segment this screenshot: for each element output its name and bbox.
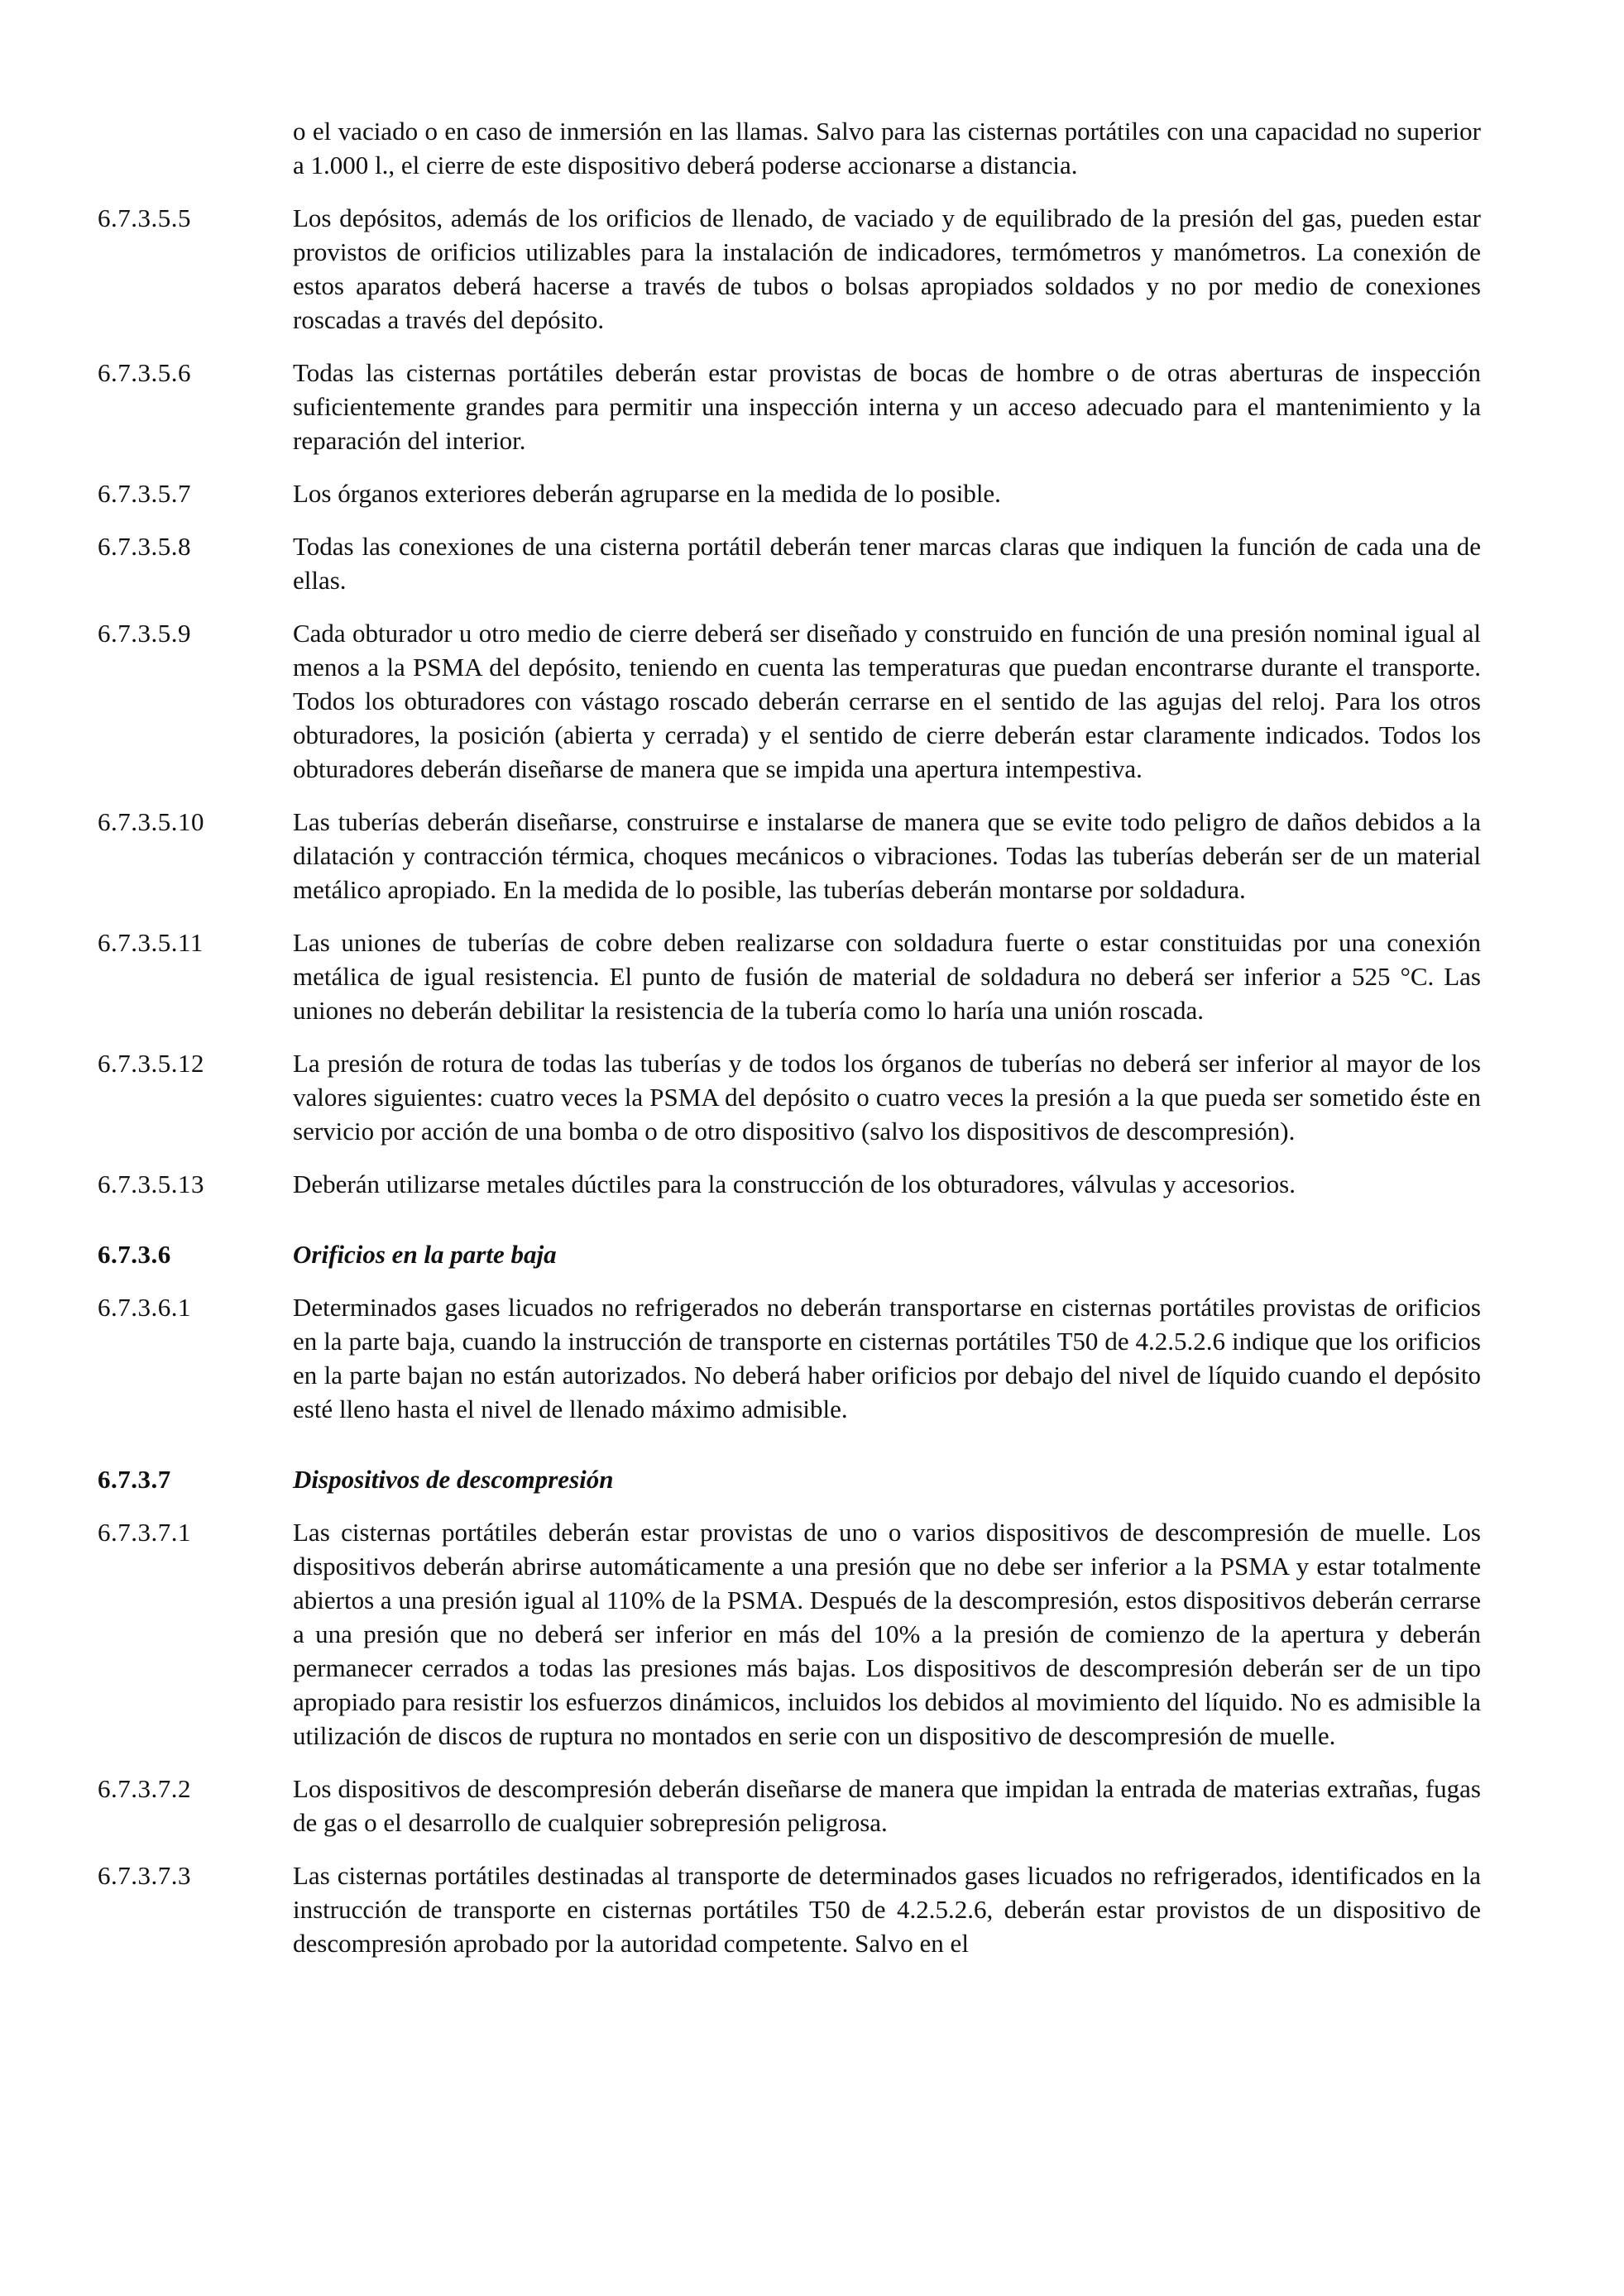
paragraph-number: 6.7.3.5.7 xyxy=(98,479,191,508)
paragraph-text: Todas las cisternas portátiles deberán estar provistas de bocas de hombre o de otras aberturas de inspección suficientemente grandes para permitir una inspección interna y un acceso adecuado para el mantenimiento y la reparación del interior. xyxy=(293,358,1481,455)
paragraph-text: Los depósitos, además de los orificios de llenado, de vaciado y de equilibrado de la presión del gas, pueden estar provistos de orificios utilizables para la instalación de indicadores, termómetros y manómetros. La conexión de estos aparatos deberá hacerse a través de tubos o bolsas apropiados soldados y no por medio de conexiones roscadas a través del depósito. xyxy=(293,203,1481,334)
paragraph-number: 6.7.3.5.8 xyxy=(98,532,191,561)
paragraph-6-7-3-5-10 xyxy=(98,805,1481,906)
document-body xyxy=(98,114,1481,1960)
section-title: Dispositivos de descompresión xyxy=(293,1465,614,1494)
paragraph-6-7-3-5-5 xyxy=(98,201,1481,337)
paragraph-6-7-3-7-2 xyxy=(98,1772,1481,1839)
paragraph-number: 6.7.3.6.1 xyxy=(98,1293,191,1322)
paragraph-text: Todas las conexiones de una cisterna portátil deberán tener marcas claras que indiquen la función de cada una de ellas. xyxy=(293,532,1481,595)
paragraph-6-7-3-5-13 xyxy=(98,1167,1481,1201)
paragraph-text: Cada obturador u otro medio de cierre deberá ser diseñado y construido en función de una presión nominal igual al menos a la PSMA del depósito, teniendo en cuenta las temperaturas que puedan encontrarse durante el transporte. Todos los obturadores con vástago roscado deberán cerrarse en el sentido de las agujas del reloj. Para los otros obturadores, la posición (abierta y cerrada) y el sentido de cierre deberán estar claramente indicados. Todos los obturadores deberán diseñarse de manera que se impida una apertura intempestiva. xyxy=(293,619,1481,783)
paragraph-6-7-3-5-12 xyxy=(98,1046,1481,1148)
paragraph-text: Determinados gases licuados no refrigerados no deberán transportarse en cisternas portátiles provistas de orificios en la parte baja, cuando la instrucción de transporte en cisternas portátiles T50 de 4.2.5.2.6 indique que los orificios en la parte bajan no están autorizados. No deberá haber orificios por debajo del nivel de líquido cuando el depósito esté lleno hasta el nivel de llenado máximo admisible. xyxy=(293,1293,1481,1423)
paragraph-text: Las tuberías deberán diseñarse, construirse e instalarse de manera que se evite todo peligro de daños debidos a la dilatación y contracción térmica, choques mecánicos o vibraciones. Todas las tuberías deberán ser de un material metálico apropiado. En la medida de lo posible, las tuberías deberán montarse por soldadura. xyxy=(293,807,1481,904)
section-number: 6.7.3.6 xyxy=(98,1240,171,1269)
paragraph-number: 6.7.3.5.13 xyxy=(98,1170,204,1198)
section-heading-6-7-3-7 xyxy=(98,1462,1481,1496)
paragraph-6-7-3-6-1 xyxy=(98,1290,1481,1426)
paragraph-number: 6.7.3.7.2 xyxy=(98,1774,191,1803)
section-number: 6.7.3.7 xyxy=(98,1465,171,1494)
section-heading-6-7-3-6 xyxy=(98,1237,1481,1271)
paragraph-6-7-3-7-3 xyxy=(98,1858,1481,1960)
paragraph-text: o el vaciado o en caso de inmersión en las llamas. Salvo para las cisternas portátiles con una capacidad no superior a 1.000 l., el cierre de este dispositivo deberá poderse accionarse a distancia. xyxy=(293,117,1481,179)
paragraph-6-7-3-5-6 xyxy=(98,356,1481,457)
paragraph-number: 6.7.3.7.1 xyxy=(98,1518,191,1547)
paragraph-number: 6.7.3.5.12 xyxy=(98,1049,204,1078)
paragraph-number: 6.7.3.5.10 xyxy=(98,807,204,836)
paragraph-number: 6.7.3.7.3 xyxy=(98,1861,191,1890)
paragraph-6-7-3-5-7 xyxy=(98,476,1481,510)
paragraph-text: Los órganos exteriores deberán agruparse en la medida de lo posible. xyxy=(293,479,1001,508)
paragraph-text: Las cisternas portátiles deberán estar provistas de uno o varios dispositivos de descompresión de muelle. Los dispositivos deberán abrirse automáticamente a una presión que no debe ser inferior a la PSMA y estar totalmente abiertos a una presión igual al 110% de la PSMA. Después de la descompresión, estos dispositivos deberán cerrarse a una presión que no deberá ser inferior en más del 10% a la presión de comienzo de la apertura y deberán permanecer cerrados a todas las presiones más bajas. Los dispositivos de descompresión deberán ser de un tipo apropiado para resistir los esfuerzos dinámicos, incluidos los debidos al movimiento del líquido. No es admisible la utilización de discos de ruptura no montados en serie con un dispositivo de descompresión de muelle. xyxy=(293,1518,1481,1750)
paragraph-6-7-3-5-8 xyxy=(98,529,1481,597)
paragraph-number: 6.7.3.5.11 xyxy=(98,928,204,957)
paragraph-number: 6.7.3.5.9 xyxy=(98,619,191,648)
paragraph-continuation xyxy=(98,114,1481,182)
paragraph-6-7-3-7-1 xyxy=(98,1515,1481,1753)
paragraph-text: Las uniones de tuberías de cobre deben realizarse con soldadura fuerte o estar constituidas por una conexión metálica de igual resistencia. El punto de fusión de material de soldadura no deberá ser inferior a 525 °C. Las uniones no deberán debilitar la resistencia de la tubería como lo haría una unión roscada. xyxy=(293,928,1481,1025)
paragraph-text: Las cisternas portátiles destinadas al transporte de determinados gases licuados no refrigerados, identificados en la instrucción de transporte en cisternas portátiles T50 de 4.2.5.2.6, deberán estar provistos de un dispositivo de descompresión aprobado por la autoridad competente. Salvo en el xyxy=(293,1861,1481,1958)
paragraph-text: Deberán utilizarse metales dúctiles para la construcción de los obturadores, válvulas y accesorios. xyxy=(293,1170,1296,1198)
paragraph-text: Los dispositivos de descompresión deberán diseñarse de manera que impidan la entrada de materias extrañas, fugas de gas o el desarrollo de cualquier sobrepresión peligrosa. xyxy=(293,1774,1481,1837)
paragraph-number: 6.7.3.5.5 xyxy=(98,203,191,232)
paragraph-6-7-3-5-11 xyxy=(98,926,1481,1027)
paragraph-6-7-3-5-9 xyxy=(98,616,1481,786)
paragraph-number: 6.7.3.5.6 xyxy=(98,358,191,387)
section-title: Orificios en la parte baja xyxy=(293,1240,557,1269)
paragraph-text: La presión de rotura de todas las tuberías y de todos los órganos de tuberías no deberá ser inferior al mayor de los valores siguientes: cuatro veces la PSMA del depósito o cuatro veces la presión a la que pueda ser sometido éste en servicio por acción de una bomba o de otro dispositivo (salvo los dispositivos de descompresión). xyxy=(293,1049,1481,1146)
